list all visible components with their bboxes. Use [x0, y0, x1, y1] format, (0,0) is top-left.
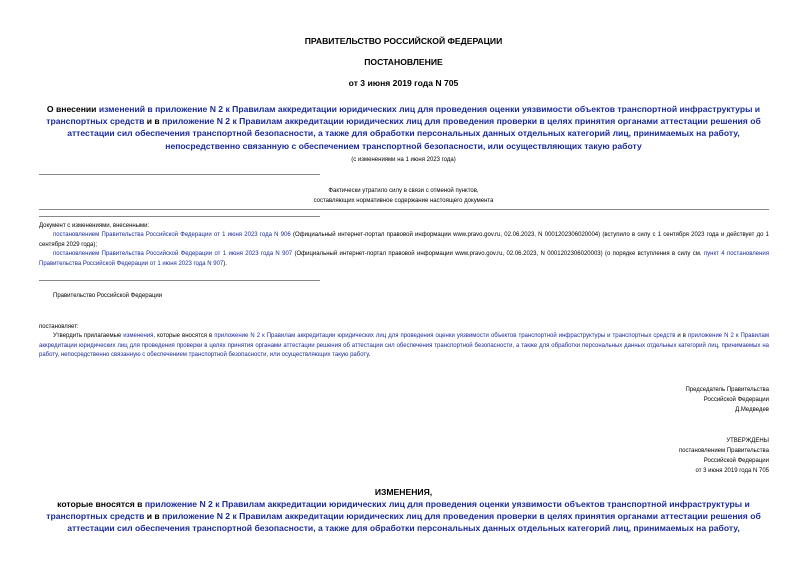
approve-appendix-2-link[interactable]: приложение N 2 к Правилам аккредитации юридических лиц для проведения проверки в целях принятия органами аттестации решения об аттестации сил обеспечения транспортной безопасности, а также для обработки персональных данных отдельных категорий лиц, принимаемых на работу, непосредственно связанную с обеспечением транспортной безопасности, или осуществляющих такую работу — [39, 333, 769, 359]
changes-middle: и в — [144, 511, 163, 522]
decrees-word: постановляет: — [39, 324, 79, 330]
approved-line-1: УТВЕРЖДЕНЫ — [726, 438, 769, 444]
doc-change-item-2 — [39, 250, 769, 269]
decree-body — [39, 323, 769, 361]
approved-block — [679, 436, 769, 476]
divider-rule — [39, 216, 320, 217]
approve-mid-1: , которые вносятся в — [153, 333, 215, 340]
changes-note: (с изменениями на 1 июня 2023 года) — [351, 157, 456, 163]
approved-line-4: от 3 июня 2019 года N 705 — [695, 468, 769, 474]
signature-line-2: Российской Федерации — [703, 397, 769, 403]
doc-change-item-2-text-b: ). — [223, 260, 227, 267]
government-heading: ПРАВИТЕЛЬСТВО РОССИЙСКОЙ ФЕДЕРАЦИИ — [304, 36, 503, 46]
approve-end: . — [368, 352, 371, 359]
doc-changes-intro: Документ с изменениями, внесенными: — [39, 223, 150, 229]
lost-force-line-1: Фактически утратило силу в связи с отменой пунктов, — [328, 188, 479, 194]
signature-block — [685, 385, 769, 415]
changes-title — [30, 498, 777, 535]
divider-rule — [39, 280, 320, 281]
signature-line-1: Председатель Правительства — [685, 387, 769, 393]
changes-prefix: которые вносятся в — [57, 499, 145, 509]
approve-prefix: Утвердить прилагаемые — [53, 333, 124, 340]
decree-907-link[interactable]: постановлением Правительства Российской Федерации от 1 июня 2023 года N 907 — [53, 251, 293, 258]
divider-rule — [39, 209, 769, 210]
document-title — [30, 103, 777, 152]
approve-changes-link[interactable]: изменения — [123, 333, 154, 340]
signature-name: Д.Медведев — [735, 407, 769, 413]
approve-appendix-1-link[interactable]: приложение N 2 к Правилам аккредитации юридических лиц для проведения оценки уязвимости объектов транспортной инфраструктуры и транспортных средств — [214, 333, 676, 340]
changes-link-appendix-2[interactable]: приложение N 2 к Правилам аккредитации юридических лиц для проведения проверки в целях принятия органами аттестации решения об аттестации сил обеспечения транспортной безопасности, а также для обработки персональных данных отдельных категорий лиц, принимаемых на работу, — [67, 511, 761, 534]
doc-change-item-1-text: (Официальный интернет-портал правовой информации www.pravo.gov.ru, 02.06.2023, N 0001202306020004) (вступило в силу с 1 сентября 2023 года и действует до 1 сентября 2029 года); — [39, 232, 769, 248]
decree-907-point-4-link[interactable]: пункт 4 постановления Правительства Российской Федерации от 1 июня 2023 года N 907 — [39, 251, 770, 267]
decree-906-link[interactable]: постановлением Правительства Российской Федерации от 1 июня 2023 года N 906 — [53, 232, 291, 239]
divider-rule — [39, 174, 320, 175]
doc-date-number: от 3 июня 2019 года N 705 — [348, 78, 459, 88]
approve-paragraph — [39, 332, 769, 360]
lost-force-line-2: составляющих нормативное содержание настоящего документа — [313, 198, 494, 204]
title-link-appendix-2[interactable]: приложение N 2 к Правилам аккредитации юридических лиц для проведения проверки в целях принятия органами аттестации решения об аттестации сил обеспечения транспортной безопасности, а также для обработки персональных данных отдельных категорий лиц, принимаемых на работу, непосредственно связанную с обеспечением транспортной безопасности, или осуществляющих такую работу — [67, 116, 761, 151]
changes-heading: ИЗМЕНЕНИЯ, — [374, 487, 433, 497]
government-subject: Правительство Российской Федерации — [53, 293, 163, 299]
title-link-appendix-1[interactable]: изменений в приложение N 2 к Правилам аккредитации юридических лиц для проведения оценки уязвимости объектов транспортной инфраструктуры и транспортных средств — [46, 104, 761, 127]
doc-type-heading: ПОСТАНОВЛЕНИЕ — [364, 57, 443, 67]
doc-change-item-1 — [39, 231, 769, 250]
lost-force-note — [0, 186, 807, 206]
approved-line-3: Российской Федерации — [703, 458, 769, 464]
title-prefix: О внесении — [46, 104, 99, 114]
changes-link-appendix-1[interactable]: приложение N 2 к Правилам аккредитации юридических лиц для проведения оценки уязвимости объектов транспортной инфраструктуры и транспортных средств — [46, 499, 750, 522]
doc-changes-list — [39, 222, 769, 269]
approved-line-2: постановлением Правительства — [678, 448, 769, 454]
approve-mid-2: и в — [675, 333, 688, 340]
title-middle: и в — [144, 116, 163, 127]
doc-change-item-2-text-a: (Официальный интернет-портал правовой информации www.pravo.gov.ru, 02.06.2023, N 0001202306020003) (о порядке вступления в силу см. — [292, 251, 704, 258]
